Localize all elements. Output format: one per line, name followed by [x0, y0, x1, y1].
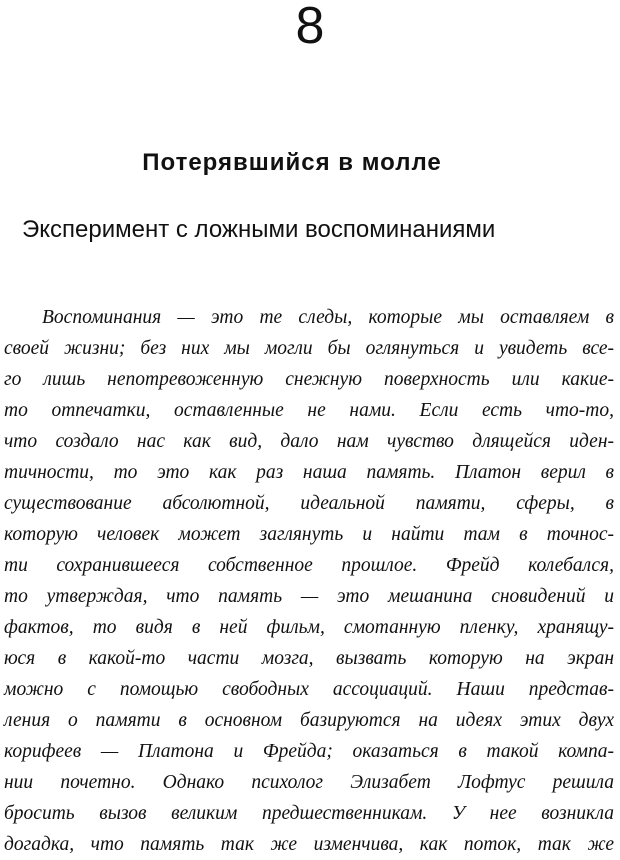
text-line: то отпечатки, оставленные не нами. Если есть что-то,	[4, 400, 614, 421]
text-line: существование абсолютной, идеальной памяти, сферы, в	[4, 493, 614, 514]
text-line: го лишь непотревоженную снежную поверхность или какие-	[4, 369, 614, 390]
text-line: тичности, то это как раз наша память. Платон верил в	[4, 462, 614, 483]
text-line: юся в какой-то части мозга, вызвать которую на экран	[4, 648, 614, 669]
text-line: которую человек может заглянуть и найти там в точнос-	[4, 524, 614, 545]
text-line: корифеев — Платона и Фрейда; оказаться в такой компа-	[4, 741, 614, 762]
text-line: бросить вызов великим предшественникам. У нее возникла	[4, 803, 614, 824]
text-line: то утверждая, что память — это мешанина сновидений и	[4, 586, 614, 607]
text-line: фактов, то видя в ней фильм, смотанную пленку, хранящу-	[4, 617, 614, 638]
chapter-subtitle: Эксперимент с ложными воспоминаниями	[22, 216, 496, 243]
chapter-title: Потерявшийся в молле	[142, 149, 442, 176]
text-line: что создало нас как вид, дало нам чувство длящейся иден-	[4, 431, 614, 452]
text-line: догадка, что память так же изменчива, как поток, так же	[4, 834, 614, 855]
body-paragraph	[4, 302, 614, 860]
text-line: своей жизни; без них мы могли бы оглянуться и увидеть все-	[4, 338, 614, 359]
text-line: нии почетно. Однако психолог Элизабет Лофтус решила	[4, 772, 614, 793]
text-line: ти сохранившееся собственное прошлое. Фрейд колебался,	[4, 555, 614, 576]
text-line: Воспоминания — это те следы, которые мы оставляем в	[42, 307, 614, 328]
text-line: можно с помощью свободных ассоциаций. Наши представ-	[4, 679, 614, 700]
chapter-number: 8	[295, 0, 325, 55]
text-line: ления о памяти в основном базируются на идеях этих двух	[4, 710, 614, 731]
